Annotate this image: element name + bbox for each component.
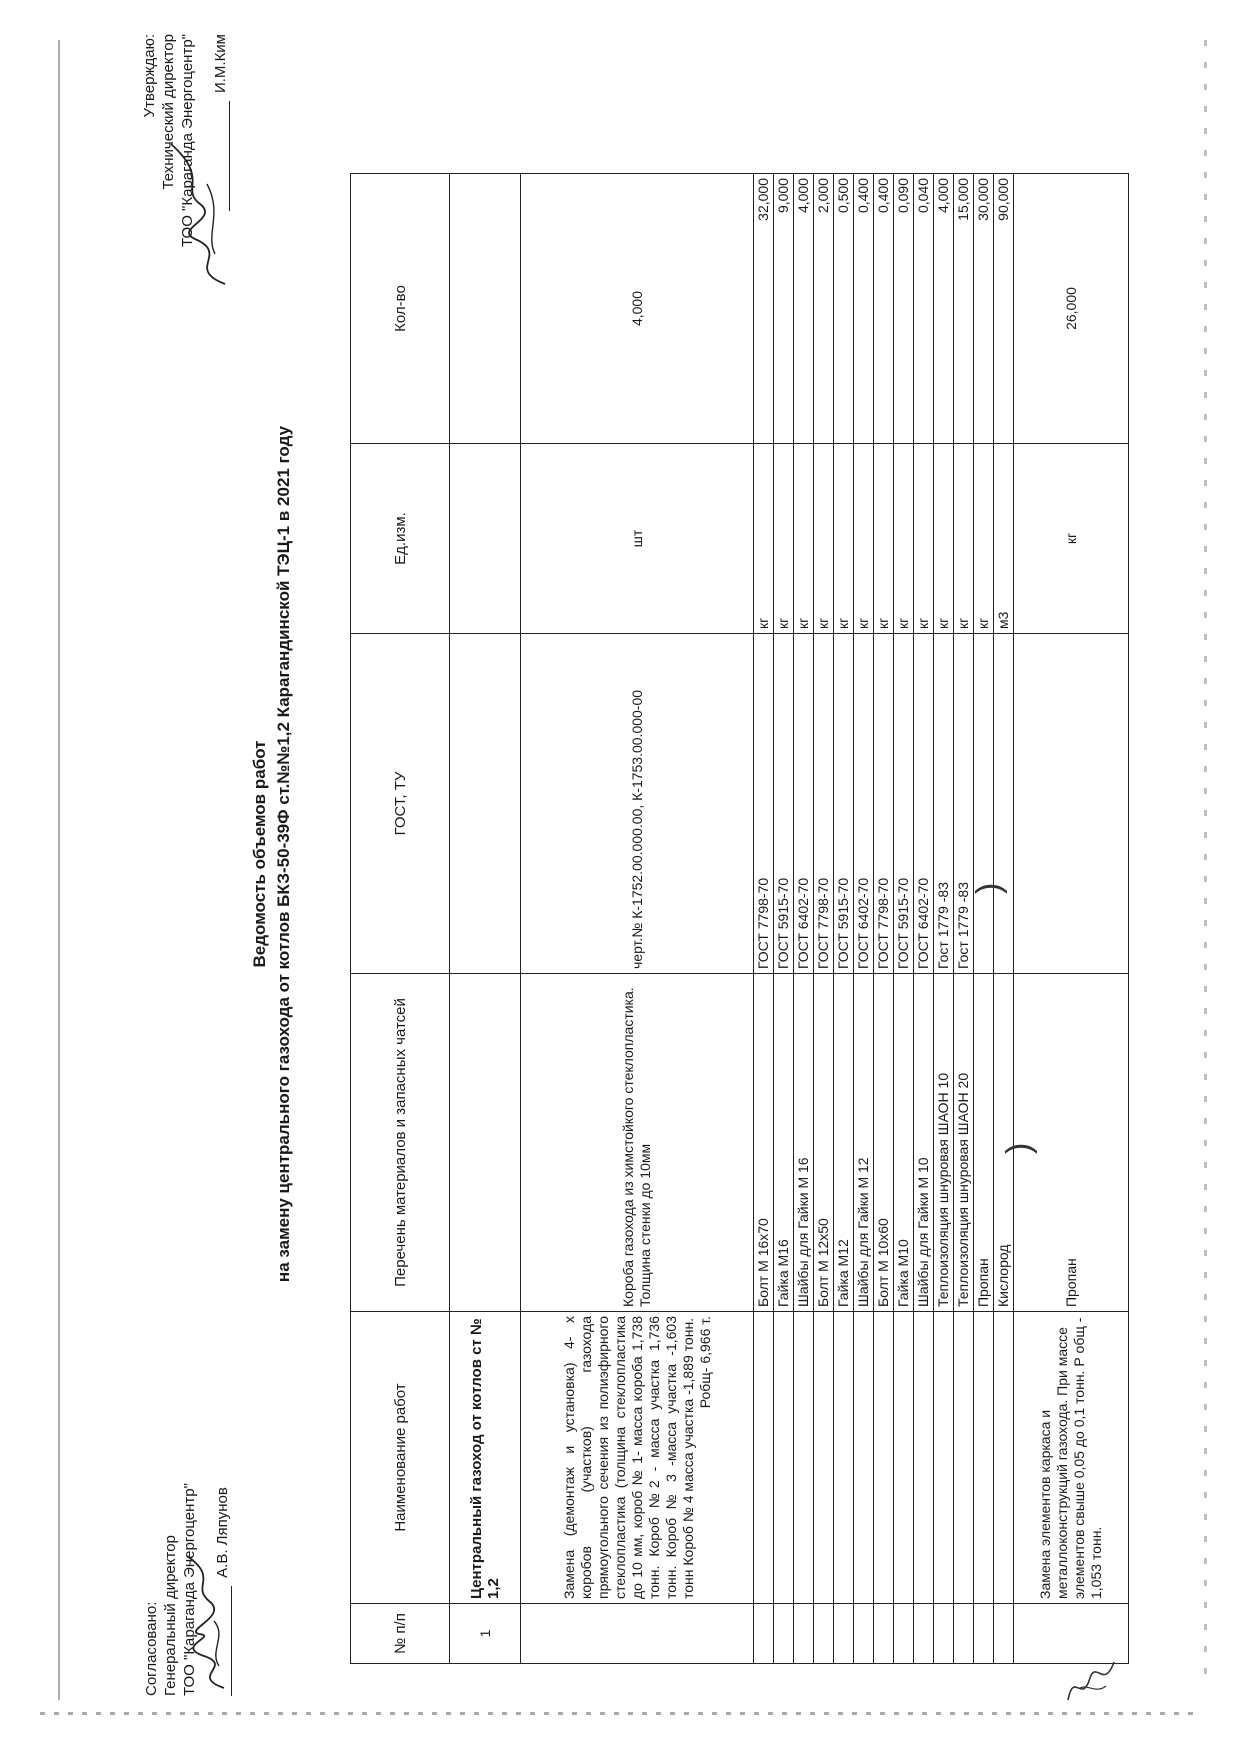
- material-row: [934, 174, 954, 1664]
- material-gost: Гост 1779 -83: [954, 634, 974, 974]
- material-unit: м3: [994, 444, 1014, 634]
- material-qty: 4,000: [794, 174, 814, 444]
- handwritten-initials: [1060, 1650, 1120, 1710]
- material-qty: 0,500: [834, 174, 854, 444]
- work-qty: 26,000: [1014, 174, 1129, 444]
- material-work: [994, 1312, 1014, 1604]
- header-work-name: Наименование работ: [351, 1312, 450, 1604]
- material-num: [954, 1604, 974, 1664]
- material-num: [894, 1604, 914, 1664]
- material-gost: Гост 1779 -83: [934, 634, 954, 974]
- approval-block-right: [140, 34, 230, 334]
- section-num: 1: [450, 1604, 521, 1664]
- material-qty: 0,400: [854, 174, 874, 444]
- material-work: [774, 1312, 794, 1604]
- material-work: [794, 1312, 814, 1604]
- material-row: [834, 174, 854, 1664]
- material-num: [794, 1604, 814, 1664]
- material-work: [814, 1312, 834, 1604]
- header-qty: Кол-во: [351, 174, 450, 444]
- material-num: [974, 1604, 994, 1664]
- approval-name: И.М.Ким: [212, 34, 229, 94]
- work-qty: 4,000: [521, 174, 754, 444]
- material-num: [934, 1604, 954, 1664]
- material-gost: ГОСТ 5915-70: [894, 634, 914, 974]
- material-num: [774, 1604, 794, 1664]
- material-row: [794, 174, 814, 1664]
- work-row: [521, 174, 754, 1664]
- material-name: Кислород: [994, 974, 1014, 1312]
- material-name: Гайка М12: [834, 974, 854, 1312]
- material-num: [854, 1604, 874, 1664]
- material-work: [894, 1312, 914, 1604]
- material-gost: [974, 634, 994, 974]
- material-row: [954, 174, 974, 1664]
- approval-position: Технический директор: [160, 34, 177, 190]
- approval-org: ТОО "Караганда Энергоцентр": [179, 34, 196, 247]
- material-gost: ГОСТ 7798-70: [754, 634, 774, 974]
- material-qty: 30,000: [974, 174, 994, 444]
- material-qty: 90,000: [994, 174, 1014, 444]
- work-description: Замена (демонтаж и установка) 4- х коробов (участков) газохода прямоугольного сечения из полиэфирного стеклопластика (толщина стеклопластика до 10 мм, короб № 1- масса короба 1,738 тонн. Короб №2 - масса участка 1,736 тонн. Короб № 3 -масса участка -1,603 тонн Короб № 4 масса участка -1,889 тонн. Робщ- 6,966 т.: [521, 1312, 754, 1604]
- material-qty: 0,040: [914, 174, 934, 444]
- material-num: [994, 1604, 1014, 1664]
- material-work: [934, 1312, 954, 1604]
- material-qty: 15,000: [954, 174, 974, 444]
- work-gost: [1014, 634, 1129, 974]
- material-unit: кг: [874, 444, 894, 634]
- handwritten-signature-right: [165, 134, 235, 294]
- material-work: [754, 1312, 774, 1604]
- work-row: [1014, 174, 1129, 1664]
- approval-name: А.В. Ляпунов: [214, 1487, 231, 1578]
- material-num: [814, 1604, 834, 1664]
- material-name: Болт М 12х50: [814, 974, 834, 1312]
- material-unit: кг: [934, 444, 954, 634]
- material-qty: 0,090: [894, 174, 914, 444]
- material-unit: кг: [774, 444, 794, 634]
- approval-position: Генеральный директор: [162, 1535, 179, 1696]
- material-row: [854, 174, 874, 1664]
- material-qty: 32,000: [754, 174, 774, 444]
- header-gost: ГОСТ, ТУ: [351, 634, 450, 974]
- table-header-row: [351, 174, 450, 1664]
- header-unit: Ед.изм.: [351, 444, 450, 634]
- material-gost: ГОСТ 6402-70: [854, 634, 874, 974]
- material-work: [974, 1312, 994, 1604]
- material-name: Шайбы для Гайки М 10: [914, 974, 934, 1312]
- section-row: [450, 174, 521, 1664]
- material-row: [914, 174, 934, 1664]
- material-name: Гайка М16: [774, 974, 794, 1312]
- material-gost: [994, 634, 1014, 974]
- material-row: [874, 174, 894, 1664]
- work-unit: шт: [521, 444, 754, 634]
- material-gost: ГОСТ 7798-70: [874, 634, 894, 974]
- work-material: Короба газохода из химстойкого стеклопластика. Толщина стенки до 10мм: [521, 974, 754, 1312]
- material-work: [954, 1312, 974, 1604]
- material-name: Шайбы для Гайки М 16: [794, 974, 814, 1312]
- material-gost: ГОСТ 6402-70: [794, 634, 814, 974]
- scan-mark: ): [970, 882, 1008, 894]
- material-unit: кг: [954, 444, 974, 634]
- approval-label: Согласовано:: [143, 1601, 160, 1696]
- material-name: Шайбы для Гайки М 12: [854, 974, 874, 1312]
- material-name: Гайка М10: [894, 974, 914, 1312]
- material-unit: кг: [854, 444, 874, 634]
- material-qty: 2,000: [814, 174, 834, 444]
- material-row: [814, 174, 834, 1664]
- material-work: [874, 1312, 894, 1604]
- work-unit: кг: [1014, 444, 1129, 634]
- material-name: Теплоизоляция шнуровая ШАОН 10: [934, 974, 954, 1312]
- work-material: Пропан: [1014, 974, 1129, 1312]
- material-qty: 0,400: [874, 174, 894, 444]
- approval-label: Утверждаю:: [141, 34, 158, 118]
- material-gost: ГОСТ 5915-70: [834, 634, 854, 974]
- work-description: Замена элементов каркаса и металлоконструкций газохода. При массе элементов свыше 0,05 до 0,1 тонн. Р общ - 1,053 тонн.: [1014, 1312, 1129, 1604]
- material-unit: кг: [834, 444, 854, 634]
- material-num: [754, 1604, 774, 1664]
- work-total-mass: Робщ- 6,966 т.: [696, 1316, 713, 1409]
- material-row: [994, 174, 1014, 1664]
- material-name: Пропан: [974, 974, 994, 1312]
- works-table: [350, 173, 1129, 1664]
- material-work: [834, 1312, 854, 1604]
- material-row: [894, 174, 914, 1664]
- header-materials: Перечень материалов и запасных чатсей: [351, 974, 450, 1312]
- material-qty: 9,000: [774, 174, 794, 444]
- material-row: [974, 174, 994, 1664]
- material-unit: кг: [814, 444, 834, 634]
- material-row: [774, 174, 794, 1664]
- material-num: [834, 1604, 854, 1664]
- material-unit: кг: [894, 444, 914, 634]
- material-unit: кг: [914, 444, 934, 634]
- header-num: № п/п: [351, 1604, 450, 1664]
- document-title: [248, 334, 296, 1374]
- material-unit: кг: [794, 444, 814, 634]
- section-name: Центральный газоход от котлов ст № 1,2: [450, 1312, 521, 1604]
- material-row: [754, 174, 774, 1664]
- material-num: [874, 1604, 894, 1664]
- material-qty: 4,000: [934, 174, 954, 444]
- material-gost: ГОСТ 7798-70: [814, 634, 834, 974]
- material-name: Болт М 16х70: [754, 974, 774, 1312]
- material-name: Теплоизоляция шнуровая ШАОН 20: [954, 974, 974, 1312]
- material-unit: кг: [754, 444, 774, 634]
- title-line-2: на замену центрального газохода от котлов БКЗ-50-39Ф ст.№№1,2 Карагандинской ТЭЦ-1 в 2021 году: [274, 425, 293, 1283]
- material-gost: ГОСТ 5915-70: [774, 634, 794, 974]
- title-line-1: Ведомость объемов работ: [250, 740, 269, 968]
- material-name: Болт М 10х60: [874, 974, 894, 1312]
- material-num: [914, 1604, 934, 1664]
- material-work: [914, 1312, 934, 1604]
- scan-mark: ): [1000, 1142, 1038, 1154]
- handwritten-signature-left: [179, 1546, 239, 1696]
- material-unit: кг: [974, 444, 994, 634]
- material-gost: ГОСТ 6402-70: [914, 634, 934, 974]
- material-work: [854, 1312, 874, 1604]
- approval-org: ТОО "Караганда Энергоцентр": [181, 1483, 198, 1696]
- work-gost: черт.№ К-1752.00.000.00, К-1753.00.000-00: [521, 634, 754, 974]
- approval-block-left: [142, 1376, 232, 1696]
